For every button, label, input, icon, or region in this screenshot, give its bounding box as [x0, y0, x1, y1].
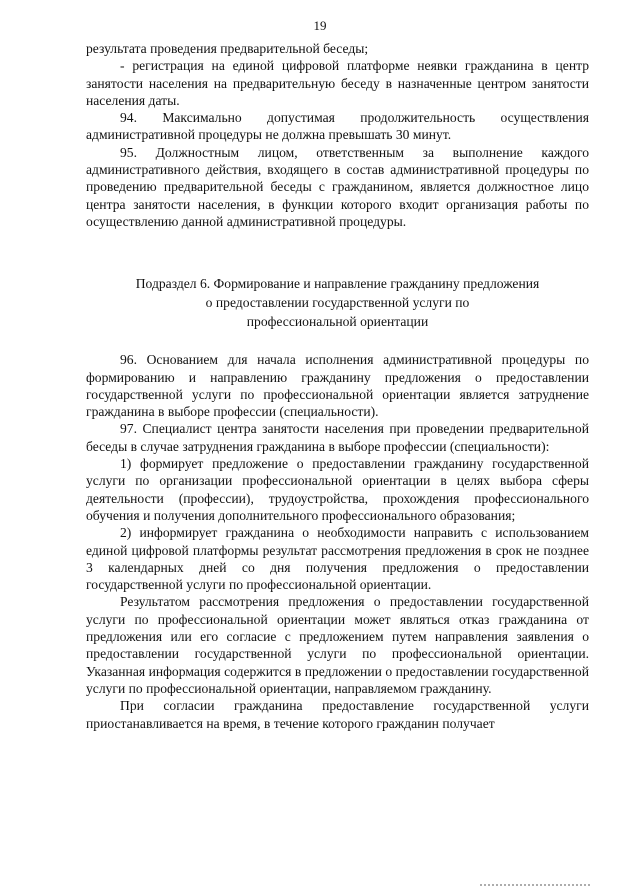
- heading-line-2: о предоставлении государственной услуги по: [205, 295, 470, 311]
- paragraph-96: 96. Основанием для начала исполнения административной процедуры по формированию и направлению гражданину предложения о предоставлении государственной услуги по профессиональной ориентации является затруднение гражданина в выборе профессии (специальности).: [86, 352, 589, 420]
- paragraph-consent: При согласии гражданина предоставление государственной услуги приостанавливается на время, в течение которого гражданин получает: [86, 698, 589, 731]
- list-item-2: 2) информирует гражданина о необходимости направить с использованием единой цифровой платформы результат рассмотрения предложения в срок не позднее 3 календарных дней со дня получения предложения о предоставлении государственной услуги по профессиональной ориентации.: [86, 525, 589, 593]
- page-number: 19: [313, 18, 327, 33]
- heading-line-1: Подраздел 6. Формирование и направление гражданину предложения: [135, 276, 540, 292]
- paragraph-97: 97. Специалист центра занятости населения при проведении предварительной беседы в случае затруднения гражданина в выборе профессии (специальности):: [86, 421, 589, 454]
- paragraph-95: 95. Должностным лицом, ответственным за выполнение каждого административного действия, входящего в состав административной процедуры по проведению предварительной беседы с гражданином, является должностное лицо центра занятости населения, в функции которого входит организация работы по осуществлению данной административной процедуры.: [86, 144, 589, 229]
- list-item-registration: - регистрация на единой цифровой платформе неявки гражданина в центр занятости населения на предварительную беседу в назначенные центром занятости населения даты.: [86, 58, 589, 108]
- scan-artifact: [480, 884, 590, 889]
- paragraph-94: 94. Максимально допустимая продолжительность осуществления административной процедуры не должна превышать 30 минут.: [86, 110, 589, 143]
- paragraph-continuation: результата проведения предварительной беседы;: [86, 41, 369, 56]
- paragraph-result: Результатом рассмотрения предложения о предоставлении государственной услуги по профессиональной ориентации может являться отказ гражданина от предложения или его согласие с предложением путем направления заявления о предоставлении государственной услуги по профессиональной ориентации. Указанная информация содержится в предложении о предоставлении государственной услуги по профессиональной ориентации, направляемом гражданину.: [86, 594, 589, 696]
- document-body: [86, 40, 589, 732]
- subsection-heading: [86, 274, 589, 331]
- list-item-1: 1) формирует предложение о предоставлении гражданину государственной услуги по организации профессиональной ориентации в целях выбора сферы деятельности (профессии), трудоустройства, прохождения профессионального обучения и получения дополнительного профессионального образования;: [86, 456, 589, 523]
- heading-line-3: профессиональной ориентации: [246, 314, 429, 330]
